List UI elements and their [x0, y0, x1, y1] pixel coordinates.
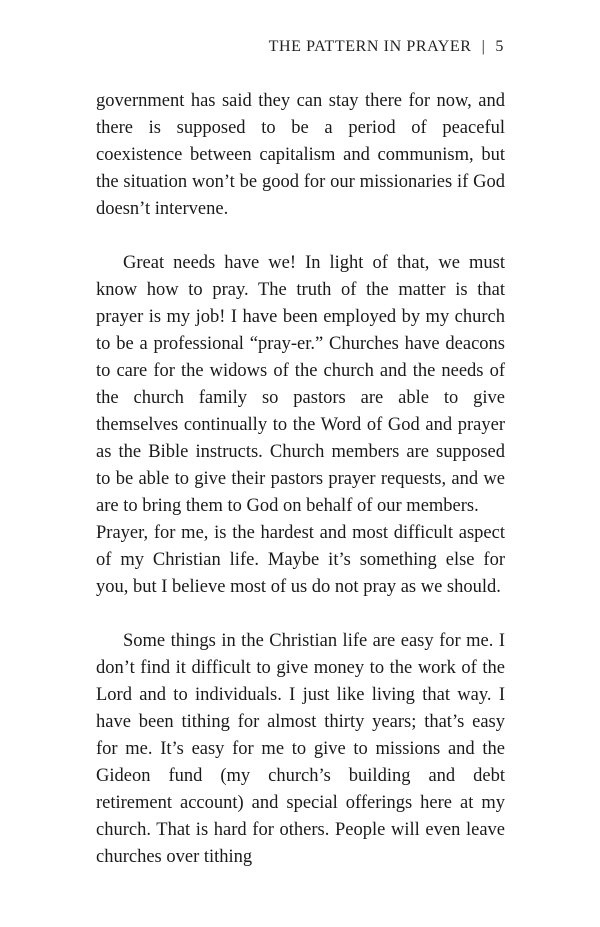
running-header [269, 38, 504, 56]
chapter-title: THE PATTERN IN PRAYER [268, 38, 472, 55]
paragraph: Prayer, for me, is the hardest and most difficult aspect of my Christian life. Maybe it’s something else for you, but I believe most of us do not pray as we should. [96, 523, 505, 597]
body-text [96, 88, 505, 871]
paragraph: Some things in the Christian life are easy for me. I don’t find it difficult to give money to the work of the Lord and to individuals. I just like living that way. I have been tithing for almost thirty years; that’s easy for me. It’s easy for me to give to missions and the Gideon fund (my church’s building and debt retirement account) and special offerings here at my church. That is hard for others. People will even leave churches over tithing [96, 631, 505, 867]
paragraph: government has said they can stay there for now, and there is supposed to be a period of peaceful coexistence between capitalism and communism, but the situation won’t be good for our missionaries if God doesn’t intervene. [96, 91, 505, 219]
page-number: 5 [495, 38, 504, 55]
header-separator: | [481, 38, 486, 55]
paragraph: Great needs have we! In light of that, we must know how to pray. The truth of the matter is that prayer is my job! I have been employed by my church to be a professional “pray-er.” Churches have deacons to care for the widows of the church and the needs of the church family so pastors are able to give themselves continually to the Word of God and prayer as the Bible instructs. Church members are supposed to be able to give their pastors prayer requests, and we are to bring them to God on behalf of our members. [96, 253, 505, 516]
